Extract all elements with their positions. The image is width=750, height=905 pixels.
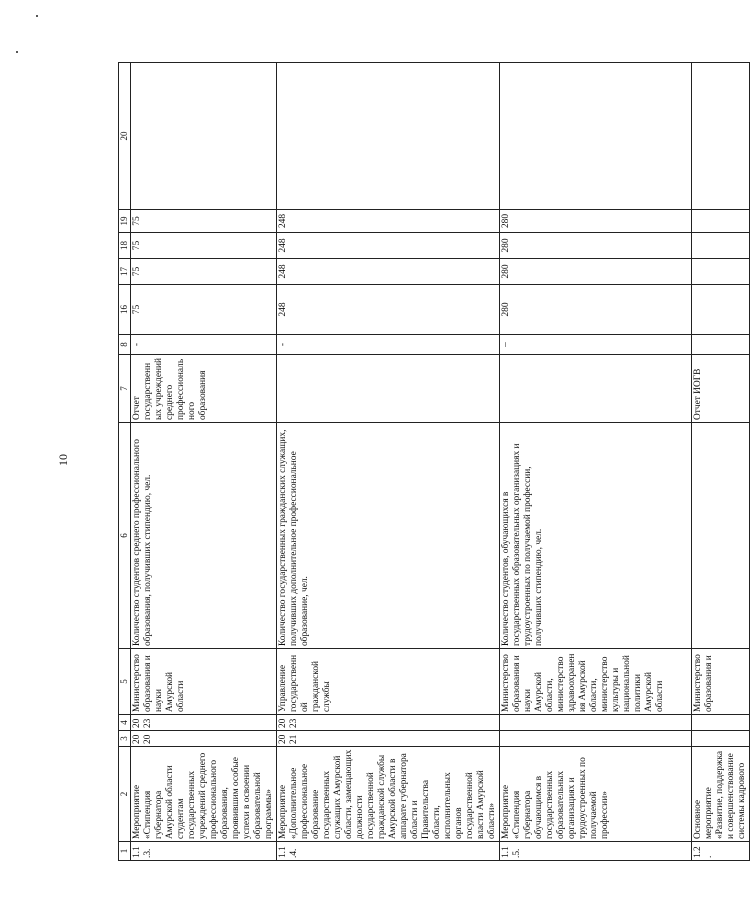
value-col-8: – [500, 335, 692, 355]
executor: Министерство образования и науки Амурской области [131, 649, 277, 715]
column-header: 4 [119, 715, 131, 731]
row-number: 1.2. [692, 842, 750, 861]
table-row [500, 63, 692, 861]
event-name: Мероприятие «Дополнительное профессиональное образование государственных служащих Амурской области, замещающих должности государственной гражданской службы Амурской области в аппарате губернатора области и Правительства области, исполнительных органов государственной власти Амурской области» [277, 747, 500, 842]
value-col-17: 248 [277, 259, 500, 285]
data-source: Отчет государственных учреждений среднего профессионального образования [131, 355, 277, 423]
column-header: 20 [119, 63, 131, 210]
start-year [500, 731, 692, 747]
value-col-8: - [131, 335, 277, 355]
end-year [500, 715, 692, 731]
value-col-18: 75 [131, 233, 277, 259]
value-col-18: 248 [277, 233, 500, 259]
column-header: 18 [119, 233, 131, 259]
event-name: Мероприятие «Стипендия губернатора обучающимся в государственных образовательных организациях и трудоустроенных по получаемой профессии» [500, 747, 692, 842]
table-row [692, 63, 750, 861]
column-number-header [119, 63, 131, 861]
data-source: Отчет ИОГВ [692, 355, 750, 423]
value-col-18 [692, 233, 750, 259]
column-header: 19 [119, 210, 131, 233]
executor: Управление государственной гражданской службы [277, 649, 500, 715]
column-header: 17 [119, 259, 131, 285]
value-col-19: 280 [500, 210, 692, 233]
column-header: 5 [119, 649, 131, 715]
value-col-16 [692, 285, 750, 335]
data-source [500, 355, 692, 423]
table-row [277, 63, 500, 861]
event-name: Мероприятие «Стипендия губернатора Амурской области студентам государственных учреждений среднего профессионального образования, проявившим особые успехи в освоении образовательной программы» [131, 747, 277, 842]
value-col-8: - [277, 335, 500, 355]
end-year: 2023 [277, 715, 500, 731]
value-col-17: 280 [500, 259, 692, 285]
event-name: Основное мероприятие «Развитие, поддержка и совершенствование системы кадрового [692, 747, 750, 842]
value-col-19 [692, 210, 750, 233]
program-events-table [118, 62, 750, 861]
value-col-17 [692, 259, 750, 285]
executor: Министерство образования и науки Амурской области, министерство здравоохранения Амурской области, министерство культуры и национальной политики Амурской области [500, 649, 692, 715]
indicator: Количество государственных гражданских служащих, получивших дополнительное профессиональное образование, чел. [277, 423, 500, 649]
value-col-20 [277, 63, 500, 210]
value-col-19: 248 [277, 210, 500, 233]
column-header: 3 [119, 731, 131, 747]
end-year [692, 715, 750, 731]
row-number: 1.1.5. [500, 842, 692, 861]
indicator: Количество студентов среднего профессионального образования, получивших стипендию, чел. [131, 423, 277, 649]
value-col-8 [692, 335, 750, 355]
value-col-16: 248 [277, 285, 500, 335]
column-header: 1 [119, 842, 131, 861]
column-header: 2 [119, 747, 131, 842]
column-header: 7 [119, 355, 131, 423]
start-year: 2021 [277, 731, 500, 747]
column-header: 8 [119, 335, 131, 355]
column-header: 6 [119, 423, 131, 649]
data-source [277, 355, 500, 423]
value-col-20 [500, 63, 692, 210]
value-col-19: 75 [131, 210, 277, 233]
indicator [692, 423, 750, 649]
row-number: 1.1.3. [131, 842, 277, 861]
start-year [692, 731, 750, 747]
scan-speck [16, 51, 18, 53]
row-number: 1.1.4. [277, 842, 500, 861]
end-year: 2023 [131, 715, 277, 731]
value-col-16: 280 [500, 285, 692, 335]
rotated-table-container [118, 63, 747, 861]
page-number: 10 [56, 454, 70, 466]
value-col-16: 75 [131, 285, 277, 335]
value-col-18: 280 [500, 233, 692, 259]
start-year: 2020 [131, 731, 277, 747]
value-col-20 [131, 63, 277, 210]
indicator: Количество студентов, обучающихся в государственных образовательных организациях и трудоустроенных по получаемой профессии, получивших стипендию, чел. [500, 423, 692, 649]
value-col-20 [692, 63, 750, 210]
value-col-17: 75 [131, 259, 277, 285]
table-row [131, 63, 277, 861]
column-header: 16 [119, 285, 131, 335]
scan-speck [36, 15, 38, 17]
executor: Министерство образования и [692, 649, 750, 715]
